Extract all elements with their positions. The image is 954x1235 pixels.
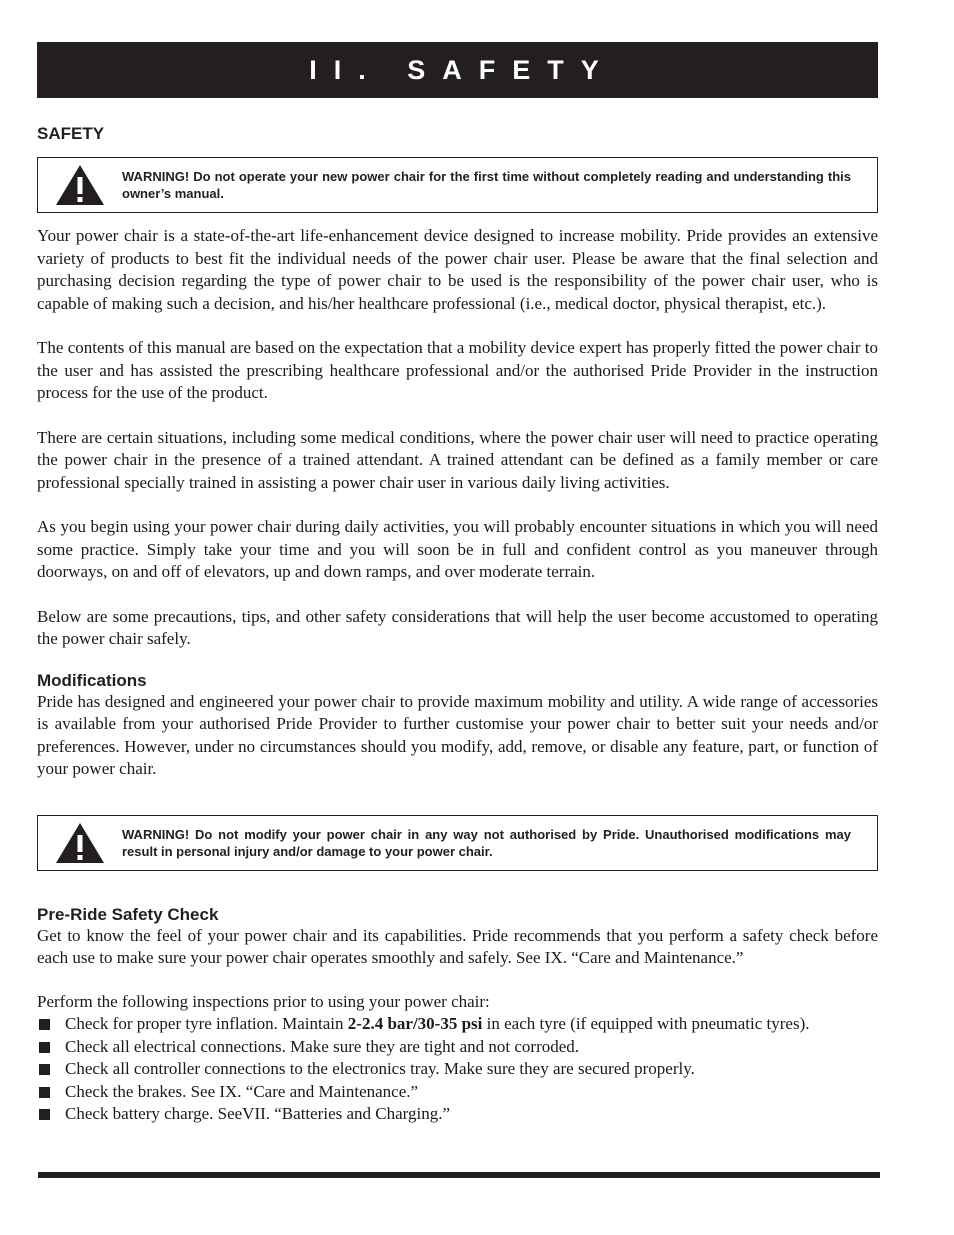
body-paragraph: There are certain situations, including some medical conditions, where the power chair user will need to practice operating the power chair in the presence of a trained attendant. A trained attendant can be defined as a family member or care professional specially trained in assisting a power chair user in various daily living activities. <box>37 427 878 492</box>
warning-box <box>37 815 878 871</box>
warning-box <box>37 157 878 213</box>
warning-triangle-icon <box>38 816 122 870</box>
body-paragraph: As you begin using your power chair during daily activities, you will probably encounter situations in which you will need some practice. Simply take your time and you will soon be in full and confident control as you maneuver through doorways, on and off of elevators, up and down ramps, and over moderate terrain. <box>37 517 878 581</box>
list-item: Check all controller connections to the electronics tray. Make sure they are secured properly. <box>37 1058 878 1081</box>
warning-text: WARNING! Do not modify your power chair in any way not authorised by Pride. Unauthorised modifications may result in personal injury and/or damage to your power chair. <box>122 826 851 859</box>
preride-paragraph: Get to know the feel of your power chair and its capabilities. Pride recommends that you perform a safety check before each use to make sure your power chair operates smoothly and safely. See IX. “Care and Maintenance.” <box>37 925 878 967</box>
warning-triangle-icon <box>38 158 122 212</box>
square-bullet-icon <box>39 1087 50 1098</box>
section-heading: SAFETY <box>37 124 105 143</box>
warning-text: WARNING! Do not operate your new power chair for the first time without completely reading and understanding this owner’s manual. <box>122 169 851 201</box>
square-bullet-icon <box>39 1019 50 1030</box>
chapter-banner <box>37 42 878 98</box>
inspections-intro: Perform the following inspections prior to using your power chair: <box>37 991 490 1011</box>
list-item: Check for proper tyre inflation. Maintain 2-2.4 bar/30-35 psi in each tyre (if equipped with pneumatic tyres). <box>37 1013 878 1036</box>
inspection-list <box>37 1013 878 1126</box>
square-bullet-icon <box>39 1109 50 1120</box>
list-item: Check battery charge. SeeVII. “Batteries and Charging.” <box>37 1103 878 1126</box>
chapter-title: II. SAFETY <box>309 54 616 85</box>
preride-heading: Pre-Ride Safety Check <box>37 904 219 924</box>
pressure-value: 2-2.4 bar/30-35 psi <box>347 1014 483 1033</box>
page-content <box>37 124 878 1126</box>
list-item: Check all electrical connections. Make sure they are tight and not corroded. <box>37 1036 878 1059</box>
square-bullet-icon <box>39 1064 50 1075</box>
modifications-paragraph: Pride has designed and engineered your power chair to provide maximum mobility and utility. A wide range of accessories is available from your authorised Pride Provider to further customise your power chair to better suit your needs and/or preferences. However, under no circumstances should you modify, add, remove, or disable any feature, part, or function of your power chair. <box>37 691 878 778</box>
modifications-heading: Modifications <box>37 670 147 690</box>
body-paragraph: Below are some precautions, tips, and other safety considerations that will help the user become accustomed to operating the power chair safely. <box>37 606 878 648</box>
footer-rule <box>38 1172 880 1178</box>
body-paragraph: Your power chair is a state-of-the-art life-enhancement device designed to increase mobility. Pride provides an extensive variety of products to best fit the individual needs of the power chair user. Please be aware that the final selection and purchasing decision regarding the type of power chair to be used is the responsibility of the power chair user, who is capable of making such a decision, and his/her healthcare professional (i.e., medical doctor, physical therapist, etc.). <box>37 226 878 313</box>
list-item: Check the brakes. See IX. “Care and Maintenance.” <box>37 1081 878 1104</box>
square-bullet-icon <box>39 1042 50 1053</box>
body-paragraph: The contents of this manual are based on the expectation that a mobility device expert has properly fitted the power chair to the user and has assisted the prescribing healthcare professional and/or the authorised Pride Provider in the instruction process for the use of the product. <box>37 338 878 402</box>
